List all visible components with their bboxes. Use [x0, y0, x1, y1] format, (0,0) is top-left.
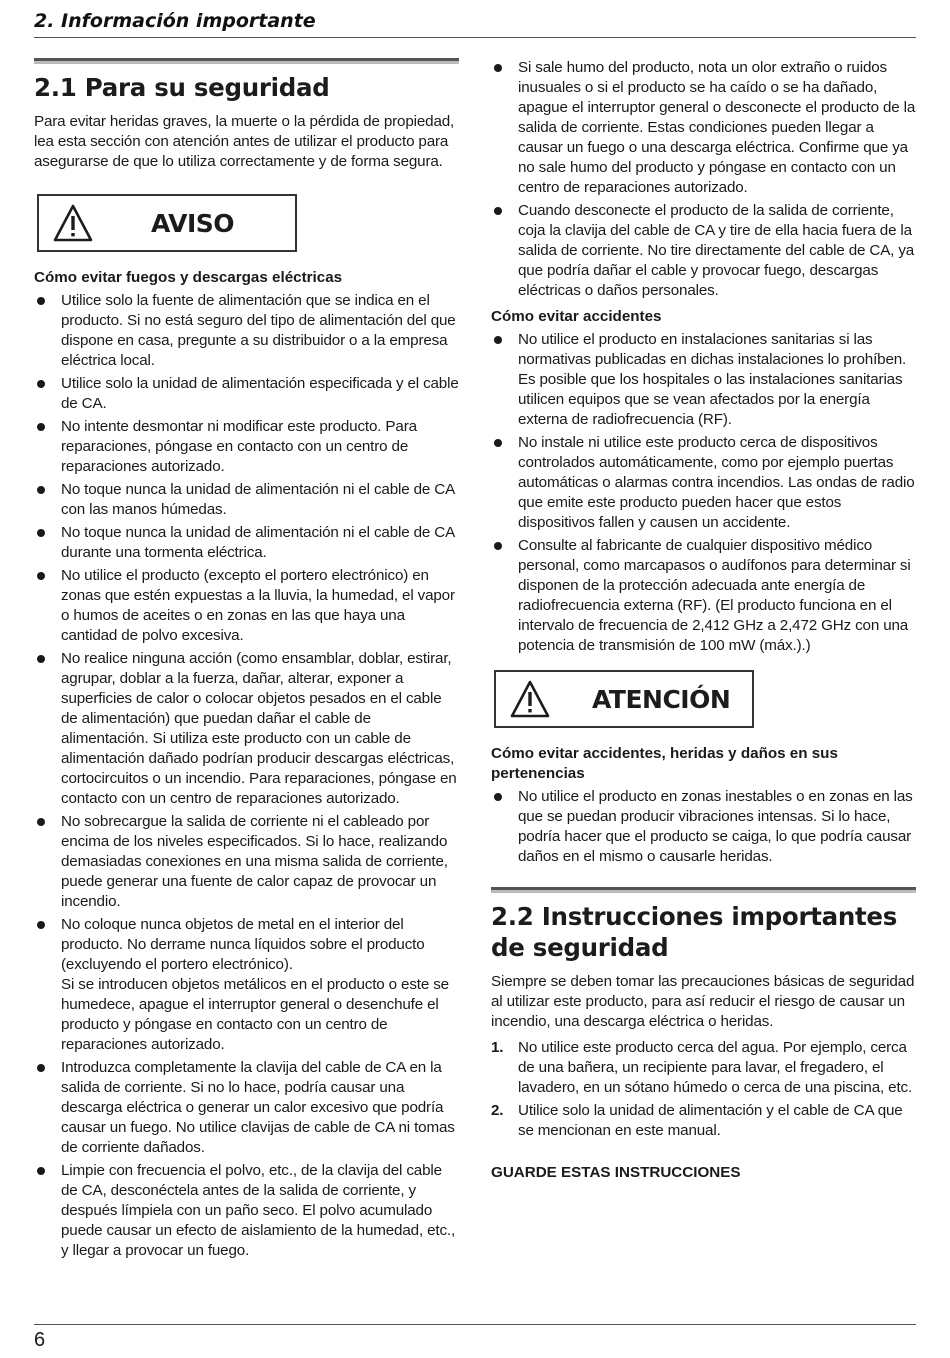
- section-title: 2.1 Para su seguridad: [34, 73, 330, 102]
- list-item: Cuando desconecte el producto de la salida de corriente, coja la clavija del cable de CA y tire de ella hacia fuera de la salida de corriente. No tire directamente del cable de CA, ya que podría dañar el cable y provocar fuego, descargas eléctricas o daños personales.: [491, 201, 916, 301]
- list-item: No toque nunca la unidad de alimentación ni el cable de CA durante una tormenta eléctrica.: [34, 523, 459, 563]
- caution-label: ATENCIÓN: [592, 684, 731, 714]
- list-item: Utilice solo la unidad de alimentación especificada y el cable de CA.: [34, 374, 459, 414]
- item-number: 1.: [491, 1039, 504, 1056]
- list-item: No utilice el producto en instalaciones sanitarias si las normativas publicadas en dichas instalaciones lo prohíben. Es posible que los hospitales o las instalaciones sanitarias utilicen equipos que se vean afectados por la energía externa de radiofrecuencia (RF).: [491, 330, 916, 430]
- subsection-heading: Cómo evitar accidentes: [491, 308, 662, 325]
- bullet-list: [34, 291, 459, 1261]
- list-item: No toque nunca la unidad de alimentación ni el cable de CA con las manos húmedas.: [34, 480, 459, 520]
- list-item: No intente desmontar ni modificar este producto. Para reparaciones, póngase en contacto con un centro de reparaciones autorizado.: [34, 417, 459, 477]
- warning-box: [37, 194, 297, 252]
- list-item-text-continued: Si se introducen objetos metálicos en el producto o este se humedece, apague el interruptor general o desenchufe el producto y póngase en contacto con un centro de reparaciones autorizado.: [61, 976, 449, 1053]
- section-divider: [34, 58, 459, 64]
- item-number: 2.: [491, 1102, 504, 1119]
- section-intro: Para evitar heridas graves, la muerte o la pérdida de propiedad, lea esta sección con atención antes de utilizar el producto para asegurarse de que lo utiliza correctamente y de forma segura.: [34, 113, 455, 170]
- footer-divider: [34, 1324, 916, 1325]
- list-item: Consulte al fabricante de cualquier dispositivo médico personal, como marcapasos o audífonos para determinar si disponen de la protección adecuada ante energía de radiofrecuencia externa (RF). (El producto funciona en el intervalo de frecuencia de 2,412 GHz a 2,472 GHz con una potencia de transmisión de 100 mW (máx.).): [491, 536, 916, 656]
- right-column: [491, 58, 916, 1183]
- item-text: No utilice este producto cerca del agua. Por ejemplo, cerca de una bañera, un recipiente para lavar, el fregadero, el lavadero, en un sótano húmedo o cerca de una piscina, etc.: [518, 1039, 913, 1096]
- item-text: Utilice solo la unidad de alimentación y el cable de CA que se mencionan en este manual.: [518, 1102, 903, 1139]
- list-item: No realice ninguna acción (como ensamblar, doblar, estirar, agrupar, doblar a la fuerza, dañar, alterar, exponer a superficies de calor o colocar objetos pesados en el cable de alimentación) que puedan dañar el cable de alimentación. Si utiliza este producto con un cable de alimentación dañado podrían producir descargas eléctricas, cortocircuitos o un incendio. Para reparaciones, póngase en contacto con un centro de reparaciones autorizado.: [34, 649, 459, 809]
- numbered-list: [491, 1038, 916, 1141]
- list-item: Si sale humo del producto, nota un olor extraño o ruidos inusuales o si el producto se ha caído o se ha dañado, apague el interruptor general o desconecte el producto de la salida de corriente. Estas condiciones pueden llegar a causar un fuego o una descarga eléctrica. Confirme que ya no sale humo del producto y póngase en contacto con un centro de reparaciones autorizado.: [491, 58, 916, 198]
- bullet-list: [491, 330, 916, 656]
- save-instructions-note: GUARDE ESTAS INSTRUCCIONES: [491, 1164, 741, 1181]
- list-item: Utilice solo la fuente de alimentación que se indica en el producto. Si no está seguro del tipo de alimentación del que dispone en casa, pregunte a su distribuidor o a la empresa eléctrica local.: [34, 291, 459, 371]
- list-item: Limpie con frecuencia el polvo, etc., de la clavija del cable de CA, desconéctela antes de la salida de corriente, y después límpiela con un paño seco. El polvo acumulado puede causar un efecto de aislamiento de la humedad, etc., y llegar a provocar un fuego.: [34, 1161, 459, 1261]
- list-item: No instale ni utilice este producto cerca de dispositivos controlados automáticamente, como por ejemplo puertas automáticas o alarmas contra incendios. Las ondas de radio que emite este producto pueden hacer que estos dispositivos fallen y causen un accidente.: [491, 433, 916, 533]
- list-item: No utilice el producto (excepto el portero electrónico) en zonas que estén expuestas a la lluvia, la humedad, el vapor o humos de aceites o en zonas en las que haya una cantidad de polvo excesiva.: [34, 566, 459, 646]
- bullet-list: [491, 787, 916, 867]
- subsection-heading: Cómo evitar fuegos y descargas eléctricas: [34, 269, 343, 286]
- warning-triangle-icon: [53, 204, 93, 242]
- caution-box: [494, 670, 754, 728]
- chapter-title: 2. Información importante: [34, 10, 316, 32]
- page-number: 6: [34, 1329, 46, 1351]
- list-item: No utilice el producto en zonas inestables o en zonas en las que se puedan producir vibraciones intensas. Si lo hace, podría hacer que el producto se caiga, lo que podría causar daños en el mismo o causarle heridas.: [491, 787, 916, 867]
- left-column: [34, 58, 459, 1264]
- warning-label: AVISO: [151, 208, 235, 238]
- list-item: No sobrecargue la salida de corriente ni el cableado por encima de los niveles especificados. Si lo hace, realizando demasiadas conexiones en una misma salida de corriente, puede generar una fuente de calor capaz de provocar un incendio.: [34, 812, 459, 912]
- bullet-list: [491, 58, 916, 301]
- subsection-heading: Cómo evitar accidentes, heridas y daños en sus pertenencias: [491, 745, 838, 782]
- section-intro: Siempre se deben tomar las precauciones básicas de seguridad al utilizar este producto, para así reducir el riesgo de causar un incendio, una descarga eléctrica o heridas.: [491, 973, 915, 1030]
- list-item: [34, 915, 459, 1055]
- section-title: 2.2 Instrucciones importantes de seguridad: [491, 902, 898, 962]
- numbered-item: [491, 1038, 916, 1098]
- section-divider: [491, 887, 916, 893]
- list-item-text: No coloque nunca objetos de metal en el interior del producto. No derrame nunca líquidos sobre el producto (excluyendo el portero electrónico).: [61, 916, 425, 973]
- numbered-item: [491, 1101, 916, 1141]
- warning-triangle-icon: [510, 680, 550, 718]
- running-header: [34, 8, 916, 38]
- list-item: Introduzca completamente la clavija del cable de CA en la salida de corriente. Si no lo hace, podría causar una descarga eléctrica o generar un calor excesivo que podría causar un fuego. No utilice clavijas de cable de CA ni tomas de corriente dañados.: [34, 1058, 459, 1158]
